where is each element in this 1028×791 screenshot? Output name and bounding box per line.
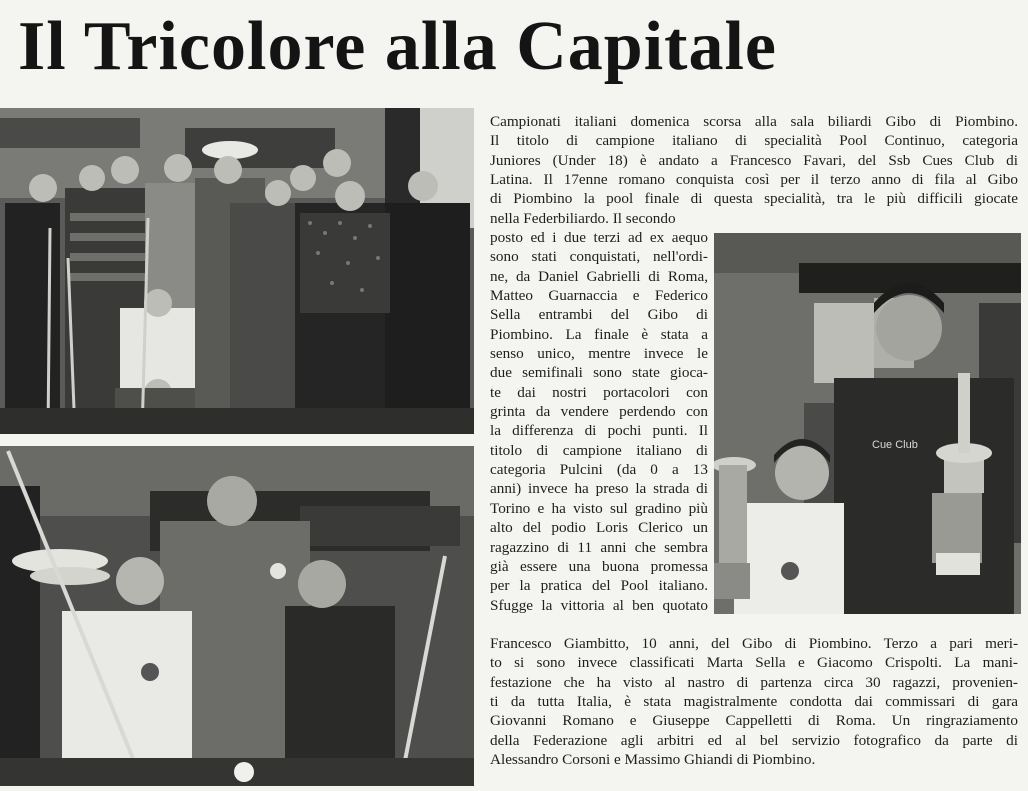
article-line: ragazzino di 11 anni che sembra [490, 538, 708, 556]
article-line: della Federazione agli arbitri ed al bel servizio fotografico da parte di [490, 731, 1018, 749]
article-line: categoria Pulcini (da 0 a 13 [490, 461, 708, 479]
article-line: Sella entrambi del Gibo di [490, 306, 708, 324]
article-line: titolo di campione italiano di [490, 441, 708, 459]
article-line: Juniores (Under 18) è andato a Francesco Favari, del Ssb Cues Club di [490, 151, 1018, 169]
article-line: ne, da Daniel Gabrielli di Roma, [490, 267, 708, 285]
article-line: festazione che ha visto al nastro di partenza circa 30 ragazzi, provenien- [490, 673, 1018, 691]
article-middle-lines [490, 228, 708, 615]
article-line: grinta da vendere perdendo con [490, 403, 708, 421]
shirt-text: Cue Club [872, 439, 918, 451]
article-line: nella Federbiliardo. Il secondo [490, 209, 676, 227]
group-photo [0, 108, 474, 434]
article-line: posto ed i due terzi ad ex aequo [490, 229, 708, 246]
article-line: Torino e ha visto sul gradino più [490, 499, 708, 517]
winners-photo-image [714, 233, 1021, 614]
article-line: due semifinali sono state gioca- [490, 364, 708, 382]
article-line: te dai nostri portacolori con [490, 383, 708, 401]
article-line: Campionati italiani domenica scorsa alla sala biliardi Gibo di Piombino. [490, 113, 1018, 130]
article-line: ti da tutta Italia, è stata magistralmente condotta dai commissari di gara [490, 693, 1018, 711]
group-photo-image [0, 108, 474, 434]
article-line: la differenza di pochi punti. Il [490, 422, 708, 440]
article-line: già essere una buona promessa [490, 557, 708, 575]
article-line: Sfugge la vittoria al ben quotato [490, 596, 708, 614]
article-line: Matteo Guarnaccia e Federico [490, 287, 708, 305]
article-line: to si sono invece classificati Marta Sella e Giacomo Crispolti. La mani- [490, 654, 1018, 672]
article-line: Giovanni Romano e Giuseppe Cappelletti di Roma. Un ringraziamento [490, 712, 1018, 730]
article-closing-lines [490, 634, 1018, 769]
article-line: di Piombino la pool finale di questa specialità, tra le più difficili giocate [490, 190, 1018, 208]
article-line: Francesco Giambitto, 10 anni, del Gibo di Piombino. Terzo a pari meri- [490, 635, 1018, 652]
article-line: alto del podio Loris Clerico un [490, 519, 708, 537]
article-line: senso unico, mentre invece le [490, 345, 708, 363]
article-line: anni) invece ha preso la strada di [490, 480, 708, 498]
headline: Il Tricolore alla Capitale [18, 8, 777, 85]
winners-photo [714, 233, 1021, 614]
trio-photo-image [0, 446, 474, 786]
article-intro-lines [490, 112, 1018, 228]
article-line: Il titolo di campione italiano di specialità Pool Continuo, categoria [490, 132, 1018, 150]
article-line: per la pratica del Pool italiano. [490, 577, 708, 595]
article-line: Piombino. La finale è stata a [490, 325, 708, 343]
article-line: sono stati conquistati, nell'ordi- [490, 248, 708, 266]
article-line: Latina. Il 17enne romano conquista così per il terzo anno di fila al Gibo [490, 171, 1018, 189]
trio-photo [0, 446, 474, 786]
article-line: Alessandro Corsoni e Massimo Ghiandi di Piombino. [490, 751, 816, 769]
